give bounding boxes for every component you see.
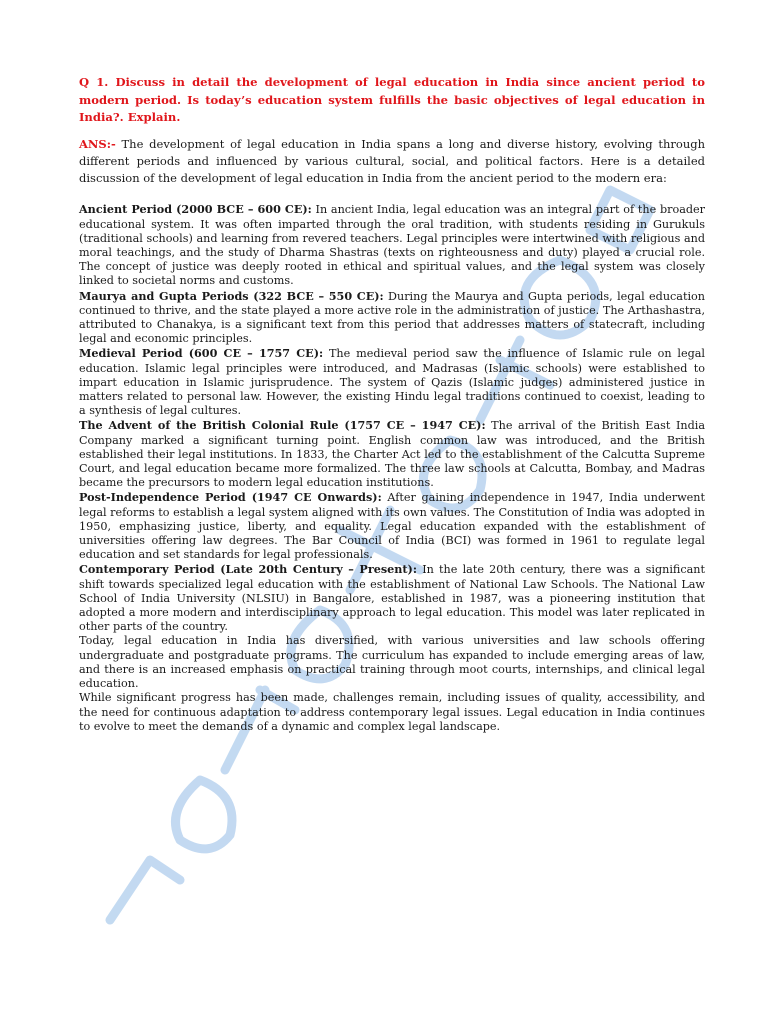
section-heading: Medieval Period (600 CE – 1757 CE): [79, 346, 324, 361]
section-british [79, 418, 705, 490]
section-text: The medieval period saw the influence of Islamic rule on legal education. Islamic legal principles were introduced, and Madrasas (Islamic schools) were established to impart education in Islamic jurisprudence. The system of Qazis (Islamic judges) administered justice in matters related to personal law. However, the existing Hindu legal traditions continued to coexist, leading to a synthesis of legal cultures. [79, 347, 705, 418]
section-text: During the Maurya and Gupta periods, legal education continued to thrive, and the state played a more active role in the administration of justice. The Arthashastra, attributed to Chanakya, is a significant text from this period that addresses matters of statecraft, including legal and economic principles. [79, 289, 705, 346]
section-text: The arrival of the British East India Company marked a significant turning point. English common law was introduced, and the British established their legal institutions. In 1833, the Charter Act led to the establishment of the Calcutta Supreme Court, and legal education became more formalized. The three law schools at Calcutta, Bombay, and Madras became the precursors to modern legal education institutions. [79, 419, 705, 490]
section-text: After gaining independence in 1947, India underwent legal reforms to establish a legal system aligned with its own values. The Constitution of India was adopted in 1950, emphasizing justice, liberty, and equality. Legal education expanded with the establishment of universities offering law degrees. The Bar Council of India (BCI) was formed in 1961 to regulate legal education and set standards for legal professionals. [79, 491, 705, 562]
document-body [79, 74, 705, 734]
question-text: Q 1. Discuss in detail the development of legal education in India since ancient period to modern period. Is today’s education system fulfills the basic objectives of legal education in India?. Explain. [79, 75, 705, 124]
section-heading: Contemporary Period (Late 20th Century – Present): [79, 562, 417, 577]
section-post-independence [79, 490, 705, 562]
section-text: In the late 20th century, there was a significant shift towards specialized legal education with the establishment of National Law Schools. The National Law School of India University (NLSIU) in Bangalore, established in 1987, was a pioneering institution that adopted a more modern and interdisciplinary approach to legal education. This model was later replicated in other parts of the country. [79, 563, 705, 634]
section-heading: The Advent of the British Colonial Rule (1757 CE – 1947 CE): [79, 418, 486, 433]
answer-intro [79, 136, 705, 188]
section-text: In ancient India, legal education was an integral part of the broader educational system. It was often imparted through the oral tradition, with students residing in Gurukuls (traditional schools) and learning from revered teachers. Legal principles were intertwined with religious and moral teachings, and the study of Dharma Shastras (texts on righteousness and duty) played a crucial role. The concept of justice was deeply rooted in ethical and spiritual values, and the legal system was closely linked to societal norms and customs. [79, 203, 705, 288]
section-maurya-gupta [79, 289, 705, 347]
section-medieval [79, 346, 705, 418]
section-contemporary [79, 562, 705, 634]
answer-label: ANS:- [79, 136, 116, 151]
closing-paragraph-today: Today, legal education in India has diversified, with various universities and law schools offering undergraduate and postgraduate programs. The curriculum has expanded to include emerging areas of law, and there is an increased emphasis on practical training through moot courts, internships, and clinical legal education. [79, 634, 705, 691]
intro-text: The development of legal education in India spans a long and diverse history, evolving through different periods and influenced by various cultural, social, and political factors. Here is a detailed discussion of the development of legal education in India from the ancient period to the modern era: [79, 136, 705, 186]
section-heading: Ancient Period (2000 BCE – 600 CE): [79, 202, 312, 217]
closing-paragraph-progress: While significant progress has been made, challenges remain, including issues of quality, accessibility, and the need for continuous adaptation to address contemporary legal issues. Legal education in India continues to evolve to meet the demands of a dynamic and complex legal landscape. [79, 691, 705, 733]
section-heading: Maurya and Gupta Periods (322 BCE – 550 CE): [79, 288, 384, 303]
section-ancient [79, 202, 705, 288]
section-heading: Post-Independence Period (1947 CE Onwards): [79, 490, 382, 505]
